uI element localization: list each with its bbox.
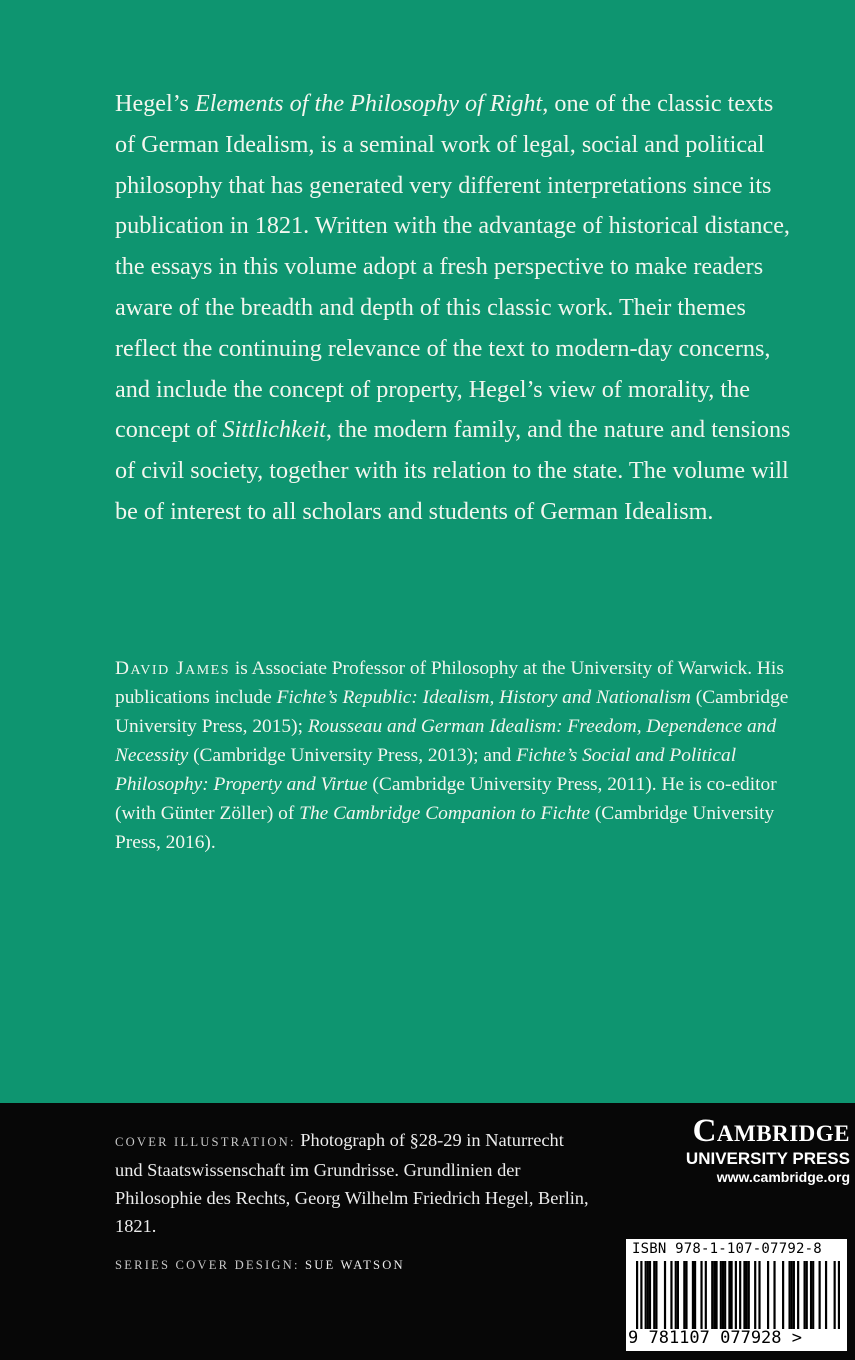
barcode-bar <box>683 1261 685 1329</box>
work-title: Elements of the Philosophy of Right <box>194 90 543 117</box>
barcode-bar <box>810 1261 812 1329</box>
barcode-bar <box>720 1261 722 1329</box>
barcode-bar <box>782 1261 784 1329</box>
barcode-bar <box>812 1261 814 1329</box>
barcode-bar <box>664 1261 666 1329</box>
book-title: Fichte’s Republic: Idealism, History and Nationalism <box>276 687 691 708</box>
bio-text: (Cambridge University Press, 2011). He is co-editor (with Günter Zöller) of <box>115 774 777 824</box>
barcode-bar <box>806 1261 808 1329</box>
publisher-subtitle: UNIVERSITY PRESS <box>685 1149 850 1168</box>
publisher-url: www.cambridge.org <box>716 1169 850 1185</box>
barcode-bar <box>653 1261 655 1329</box>
series-design-label: SERIES COVER DESIGN: <box>115 1258 300 1272</box>
bio-text: (Cambridge University Press, 2016). <box>115 803 775 853</box>
sittlichkeit-term: Sittlichkeit <box>222 416 326 444</box>
barcode-digits: 9 781107 077928 > <box>628 1328 802 1348</box>
barcode-bar <box>713 1261 715 1329</box>
barcode-bar <box>647 1261 649 1329</box>
barcode-bar <box>834 1261 836 1329</box>
barcode-bar <box>700 1261 702 1329</box>
barcode-bar <box>743 1261 745 1329</box>
barcode-bar <box>636 1261 638 1329</box>
barcode-bar <box>767 1261 769 1329</box>
barcode-bar <box>694 1261 696 1329</box>
bio-text: (Cambridge University Press, 2013); and <box>188 745 517 766</box>
publisher-name: Cambridge <box>692 1113 850 1149</box>
barcode-bar <box>758 1261 760 1329</box>
isbn-barcode <box>626 1239 847 1351</box>
barcode-bar <box>797 1261 799 1329</box>
barcode-bar <box>692 1261 694 1329</box>
barcode-bar <box>728 1261 730 1329</box>
description-text: , one of the classic texts of German Idealism, is a seminal work of legal, social and political philosophy that has generated very different interpretations since its publication in 1821. Written with the advantage of historical distance, the essays in this volume adopt a fresh perspective to make readers aware of the breadth and depth of this classic work. Their themes reflect the continuing relevance of the text to modern-day concerns, and include the concept of property, Hegel’s view of morality, the concept of <box>115 90 790 444</box>
barcode-bar <box>838 1261 840 1329</box>
book-title: The Cambridge Companion to Fichte <box>299 803 590 824</box>
barcode-bar <box>735 1261 737 1329</box>
barcode-bar <box>685 1261 687 1329</box>
barcode-bar <box>788 1261 790 1329</box>
barcode-bar <box>724 1261 726 1329</box>
barcode-bar <box>825 1261 827 1329</box>
author-bio <box>115 654 805 857</box>
barcode-bar <box>711 1261 713 1329</box>
barcode-bar <box>675 1261 677 1329</box>
barcode-bar <box>819 1261 821 1329</box>
isbn-label: ISBN 978-1-107-07792-8 <box>632 1241 822 1257</box>
cover-illustration-credit <box>115 1126 595 1240</box>
barcode-bar <box>748 1261 750 1329</box>
barcode-bar <box>670 1261 672 1329</box>
description-text: , the modern family, and the nature and tensions of civil society, together with its relation to the state. The volume will be of interest to all scholars and students of German Idealism. <box>115 416 791 525</box>
barcode-bar <box>640 1261 642 1329</box>
barcode-bar <box>705 1261 707 1329</box>
barcode-bar <box>754 1261 756 1329</box>
barcode-bar <box>677 1261 679 1329</box>
book-description <box>115 84 795 533</box>
bio-text: is Associate Professor of Philosophy at the University of Warwick. His publications include <box>115 658 784 708</box>
barcode-bars <box>636 1261 840 1329</box>
author-name: David James <box>115 658 230 679</box>
barcode-bar <box>645 1261 647 1329</box>
barcode-bar <box>722 1261 724 1329</box>
book-title: Rousseau and German Idealism: Freedom, Dependence and Necessity <box>115 716 777 766</box>
barcode-bar <box>793 1261 795 1329</box>
barcode-bar <box>773 1261 775 1329</box>
barcode-bar <box>655 1261 657 1329</box>
cover-footer-band <box>0 1103 855 1360</box>
bio-text: (Cambridge University Press, 2015); <box>115 687 789 737</box>
barcode-bar <box>791 1261 793 1329</box>
publisher-logo <box>626 1113 850 1186</box>
book-title: Fichte’s Social and Political Philosophy: Property and Virtue <box>115 745 737 795</box>
description-text: Hegel’s <box>115 90 195 117</box>
barcode-bar <box>803 1261 805 1329</box>
credits-block <box>115 1126 595 1273</box>
barcode-bar <box>649 1261 651 1329</box>
cover-illustration-label: COVER ILLUSTRATION: <box>115 1135 296 1149</box>
designer-name: SUE WATSON <box>305 1258 405 1272</box>
barcode-bar <box>746 1261 748 1329</box>
barcode-bar <box>739 1261 741 1329</box>
cover-illustration-text: Photograph of §28-29 in Naturrecht und Staatswissenschaft im Grundrisse. Grundlinien der Philosophie des Rechts, Georg Wilhelm Friedrich Hegel, Berlin, 1821. <box>115 1130 589 1236</box>
barcode-bar <box>730 1261 732 1329</box>
barcode-bar <box>715 1261 717 1329</box>
series-cover-design-credit <box>115 1258 595 1273</box>
